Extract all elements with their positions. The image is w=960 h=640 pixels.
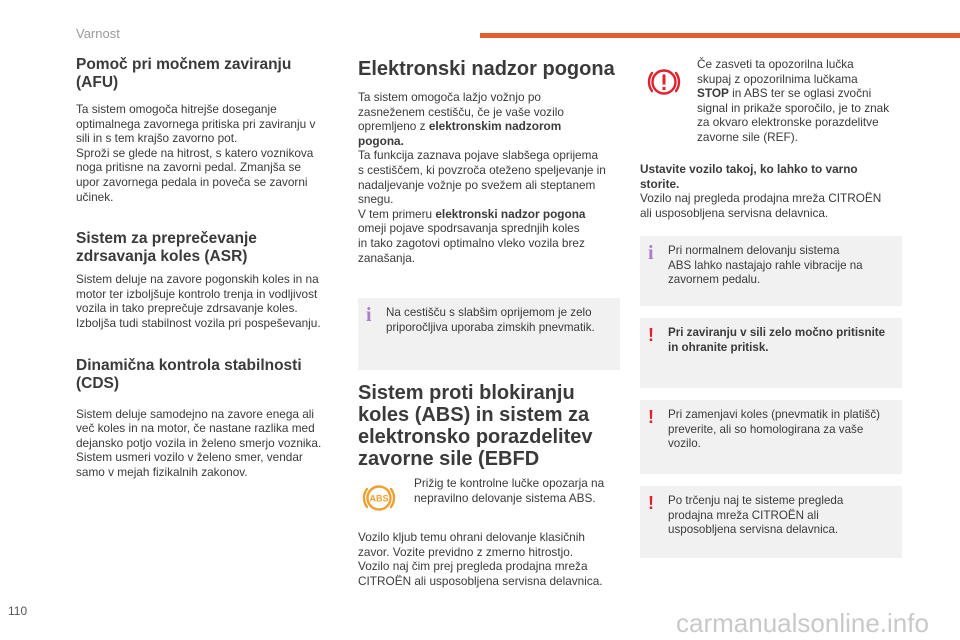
abs-section	[358, 382, 620, 470]
emergency-braking-note: ! Pri zaviranju v sili zelo močno pritisnite in ohranite pritisk.	[640, 318, 902, 388]
page-number: 110	[8, 604, 28, 618]
warning-icon: !	[648, 325, 654, 345]
cds-text: Sistem deluje samodejno na zavore enega ali več koles in na motor, če nastane razlika med dejansko potjo vozila in želeno smerjo voznika. Sistem usmeri vozilo v želeno smer, vendar samo v mejah fizikalnih zakonov.	[76, 406, 322, 479]
traction-title: Elektronski nadzor pogona	[358, 58, 615, 80]
column-middle	[358, 58, 620, 265]
asr-text: Sistem deluje na zavore pogonskih koles in na motor ter izboljšuje kontrolo trenja in vodljivost vozila in tako preprečuje zdrsavanje koles. Izboljša tudi stabilnost vozila pri pospeševanju.	[76, 272, 321, 330]
section-header: Varnost	[76, 26, 120, 41]
watermark: carmanualsonline.info	[676, 608, 929, 638]
ref-warning-text: Če zasveti ta opozorilna lučka skupaj z opozorilnima lučkama STOP in ABS ter se oglasi zvočni signal in prikaže sporočilo, je to znak za okvaro elektronske porazdelitve zavorne sile (REF).	[697, 57, 890, 144]
afu-title: Pomoč pri močnem zaviranju (AFU)	[76, 56, 292, 91]
winter-tyres-note: i Na cestišču s slabšim oprijemom je zelo priporočljiva uporaba zimskih pnevmatik.	[358, 298, 620, 370]
abs-vibration-note: i Pri normalnem delovanju sistema ABS lahko nastajajo rahle vibracije na zavornem pedalu.	[640, 236, 902, 306]
brake-warning-icon	[646, 64, 682, 100]
column-left	[76, 56, 338, 480]
asr-title: Sistem za preprečevanje zdrsavanja koles (ASR)	[76, 230, 257, 266]
abs-text: Vozilo kljub temu ohrani delovanje klasičnih zavor. Vozite previdno z zmerno hitrostjo. Vozilo naj čim prej pregleda prodajna mreža CITROËN ali usposobljena servisna delavnica.	[358, 530, 603, 588]
abs-icon-label: ABS	[369, 493, 389, 504]
abs-title: Sistem proti blokiranju koles (ABS) in sistem za elektronsko porazdelitev zavorne sile (EBFD	[358, 382, 593, 470]
stop-instruction: Ustavite vozilo takoj, ko lahko to varno storite. Vozilo naj pregleda prodajna mreža CITROËN ali usposobljena servisna delavnica.	[640, 162, 882, 220]
collision-check-note: ! Po trčenju naj te sisteme pregleda prodajna mreža CITROËN ali usposobljena servisna delavnica.	[640, 486, 902, 558]
afu-text: Ta sistem omogoča hitrejše doseganje optimalnega zavornega pritiska pri zaviranju v sili in s tem krajšo zavorno pot. Sproži se glede na hitrost, s katero voznikova noga pritisne na zavorni pedal. Zmanjša se upor zavornega pedala in poveča se zavorni učinek.	[76, 102, 316, 204]
warning-icon: !	[648, 407, 654, 427]
traction-text: Ta sistem omogoča lažjo vožnjo po zasneženem cestišču, če je vaše vozilo opremljeno z elektronskim nadzorom pogona. Ta funkcija zaznava pojave slabšega oprijema s cestiščem, ki povzroča oteženo speljevanje in nadaljevanje vožnje po svežem ali steptanem snegu. V tem primeru elektronski nadzor pogona omeji pojave spodrsavanja sprednjih koles in tako zagotovi optimalno vleko vozila brez zanašanja.	[358, 90, 606, 265]
info-icon: i	[366, 304, 372, 326]
wheel-change-note: ! Pri zamenjavi koles (pnevmatik in platišč) preverite, ali so homologirana za vaše vozilo.	[640, 400, 902, 474]
header-accent-bar	[480, 33, 960, 38]
abs-warning-icon	[361, 480, 397, 516]
info-icon: i	[648, 242, 654, 264]
cds-title: Dinamična kontrola stabilnosti (CDS)	[76, 356, 302, 392]
warning-icon: !	[648, 493, 654, 513]
abs-icon-text: Prižig te kontrolne lučke opozarja na nepravilno delovanje sistema ABS.	[414, 476, 605, 505]
